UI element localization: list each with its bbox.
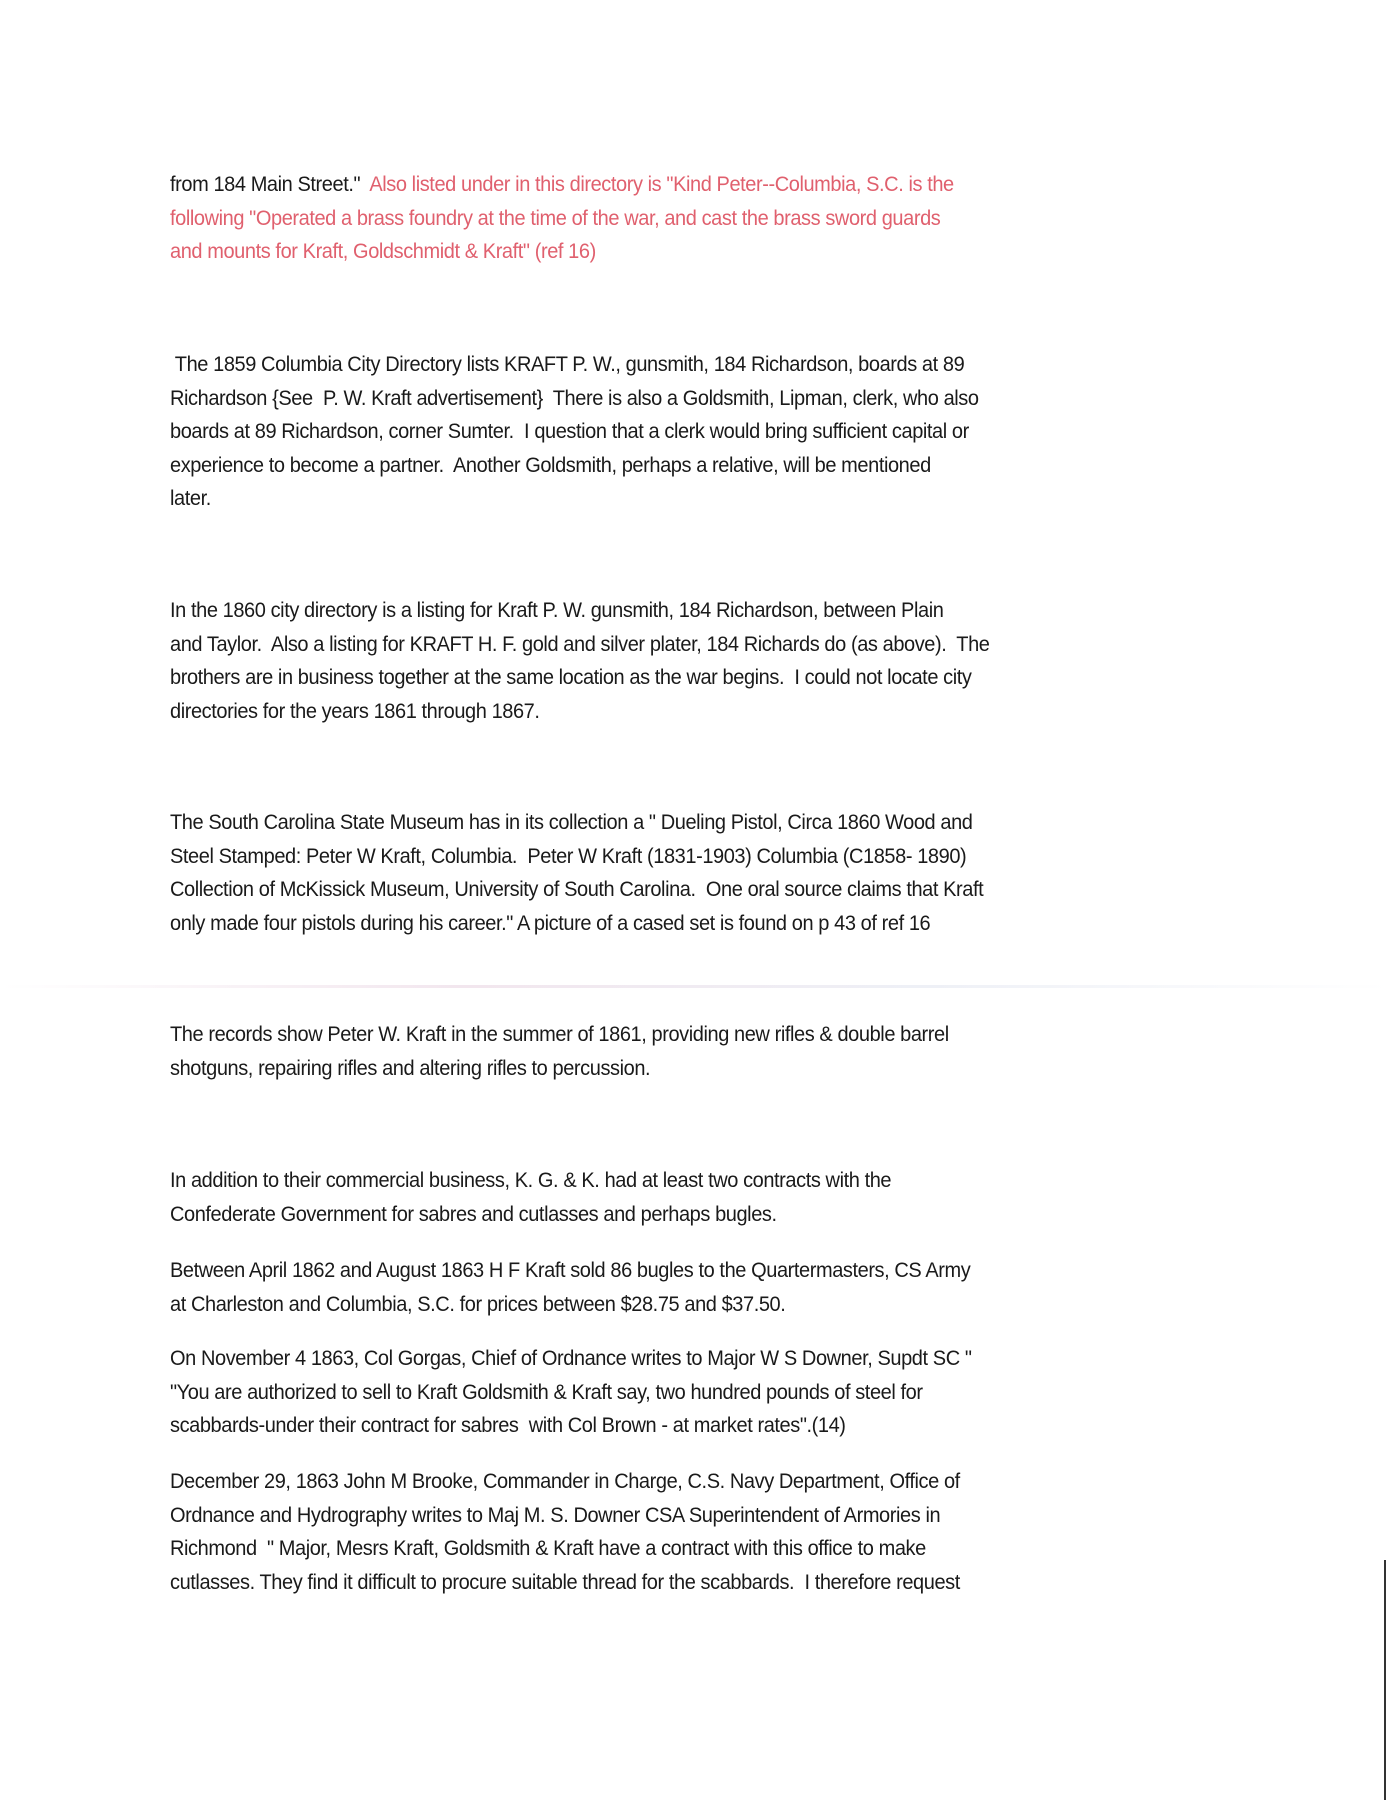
- text-line: directories for the years 1861 through 1867.: [170, 698, 540, 723]
- text-line: Ordnance and Hydrography writes to Maj M. S. Downer CSA Superintendent of Armories in: [170, 1502, 941, 1527]
- text-line: following "Operated a brass foundry at the time of the war, and cast the brass sword guards: [170, 205, 941, 230]
- text-line: December 29, 1863 John M Brooke, Commander in Charge, C.S. Navy Department, Office of: [170, 1469, 960, 1493]
- text-line: and Taylor. Also a listing for KRAFT H. F. gold and silver plater, 184 Richards do (as above). The: [170, 631, 990, 656]
- text-line: In the 1860 city directory is a listing for Kraft P. W. gunsmith, 184 Richardson, between Plain: [170, 598, 944, 622]
- text-line: Richardson {See P. W. Kraft advertisement} There is also a Goldsmith, Lipman, clerk, who also: [170, 385, 979, 410]
- text-line: scabbards-under their contract for sabres with Col Brown - at market rates".(14): [170, 1413, 846, 1437]
- text-red: Also listed under in this directory is "Kind Peter--Columbia, S.C. is the: [360, 172, 954, 196]
- scan-artifact: [0, 985, 1390, 988]
- text-line: The records show Peter W. Kraft in the summer of 1861, providing new rifles & double barrel: [170, 1022, 949, 1046]
- text-line: cutlasses. They find it difficult to procure suitable thread for the scabbards. I therefore request: [170, 1569, 960, 1594]
- page-edge-line: [1384, 1560, 1386, 1800]
- paragraph-brass-foundry: [170, 168, 1250, 269]
- paragraph-bugles: [170, 1254, 1250, 1321]
- text-line: Richmond " Major, Mesrs Kraft, Goldsmith & Kraft have a contract with this office to make: [170, 1536, 926, 1560]
- text-line: shotguns, repairing rifles and altering rifles to percussion.: [170, 1055, 651, 1080]
- text-line: The 1859 Columbia City Directory lists KRAFT P. W., gunsmith, 184 Richardson, boards at 89: [170, 352, 965, 376]
- text-line: [170, 168, 1174, 202]
- text-black: from 184 Main Street.": [170, 172, 361, 196]
- text-line: The South Carolina State Museum has in its collection a " Dueling Pistol, Circa 1860 Wood and: [170, 810, 973, 834]
- paragraph-brooke-letter: [170, 1465, 1250, 1599]
- text-line: later.: [170, 486, 211, 510]
- text-line: experience to become a partner. Another Goldsmith, perhaps a relative, will be mentioned: [170, 452, 931, 477]
- text-line: boards at 89 Richardson, corner Sumter. I question that a clerk would bring sufficient capital or: [170, 419, 969, 443]
- text-line: Between April 1862 and August 1863 H F Kraft sold 86 bugles to the Quartermasters, CS Army: [170, 1258, 971, 1282]
- text-line: at Charleston and Columbia, S.C. for prices between $28.75 and $37.50.: [170, 1291, 786, 1316]
- paragraph-dueling-pistol: [170, 806, 1250, 940]
- paragraph-1861-records: [170, 1018, 1250, 1085]
- text-line: In addition to their commercial business, K. G. & K. had at least two contracts with the: [170, 1168, 892, 1192]
- text-line: Confederate Government for sabres and cutlasses and perhaps bugles.: [170, 1201, 777, 1226]
- text-line: Collection of McKissick Museum, University of South Carolina. One oral source claims that Kraft: [170, 877, 984, 901]
- text-line: and mounts for Kraft, Goldschmidt & Kraft" (ref 16): [170, 239, 596, 263]
- text-line: Steel Stamped: Peter W Kraft, Columbia. Peter W Kraft (1831-1903) Columbia (C1858- 1890): [170, 843, 967, 868]
- paragraph-1859-directory: [170, 348, 1250, 516]
- paragraph-gorgas-letter: [170, 1342, 1250, 1443]
- text-line: only made four pistols during his career." A picture of a cased set is found on p 43 of ref 16: [170, 910, 931, 935]
- paragraph-1860-directory: [170, 594, 1250, 728]
- text-line: "You are authorized to sell to Kraft Goldsmith & Kraft say, two hundred pounds of steel for: [170, 1379, 923, 1404]
- text-line: brothers are in business together at the same location as the war begins. I could not locate city: [170, 665, 972, 689]
- text-line: On November 4 1863, Col Gorgas, Chief of Ordnance writes to Major W S Downer, Supdt SC ": [170, 1346, 972, 1370]
- paragraph-contracts: [170, 1164, 1250, 1231]
